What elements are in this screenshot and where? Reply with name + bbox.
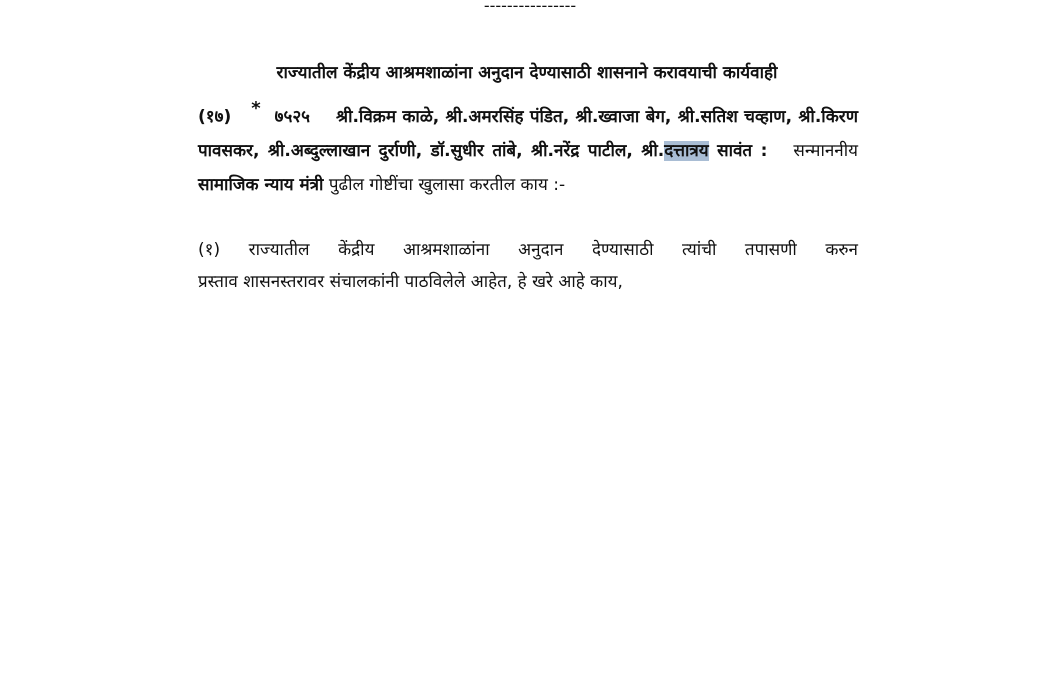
point-1: [198, 234, 858, 298]
question-serial: (१७): [198, 107, 232, 127]
point-1-line-1: (१) राज्यातील केंद्रीय आश्रमशाळांना अनुदान देण्यासाठी त्यांची तपासणी करुन: [198, 240, 858, 260]
question-header: [198, 100, 858, 202]
separator-rule: ----------------: [483, 0, 577, 15]
highlighted-name[interactable]: दत्तात्रय: [664, 141, 709, 161]
question-number: ७५२५: [274, 107, 311, 127]
question-prompt: पुढील गोष्टींचा खुलासा करतील काय :-: [323, 175, 566, 195]
minister-title: सामाजिक न्याय मंत्री: [198, 175, 324, 195]
question-title: राज्यातील केंद्रीय आश्रमशाळांना अनुदान देण्यासाठी शासनाने करावयाची कार्यवाही: [276, 63, 778, 83]
minister-prefix: सन्माननीय: [793, 141, 858, 161]
member-names-end: सावंत :: [708, 141, 768, 161]
starred-question-icon: *: [251, 98, 261, 119]
point-1-line-2: प्रस्ताव शासनस्तरावर संचालकांनी पाठविलेले आहेत, हे खरे आहे काय,: [198, 272, 623, 292]
member-names: श्री.विक्रम काळे, श्री.अमरसिंह पंडित, श्री.ख्वाजा बेग, श्री.सतिश चव्हाण, श्री.किरण पावसकर, श्री.अब्दुल्लाखान दुर्राणी, डॉ.सुधीर तांबे, श्री.नरेंद्र पाटील, श्री.: [198, 107, 858, 161]
